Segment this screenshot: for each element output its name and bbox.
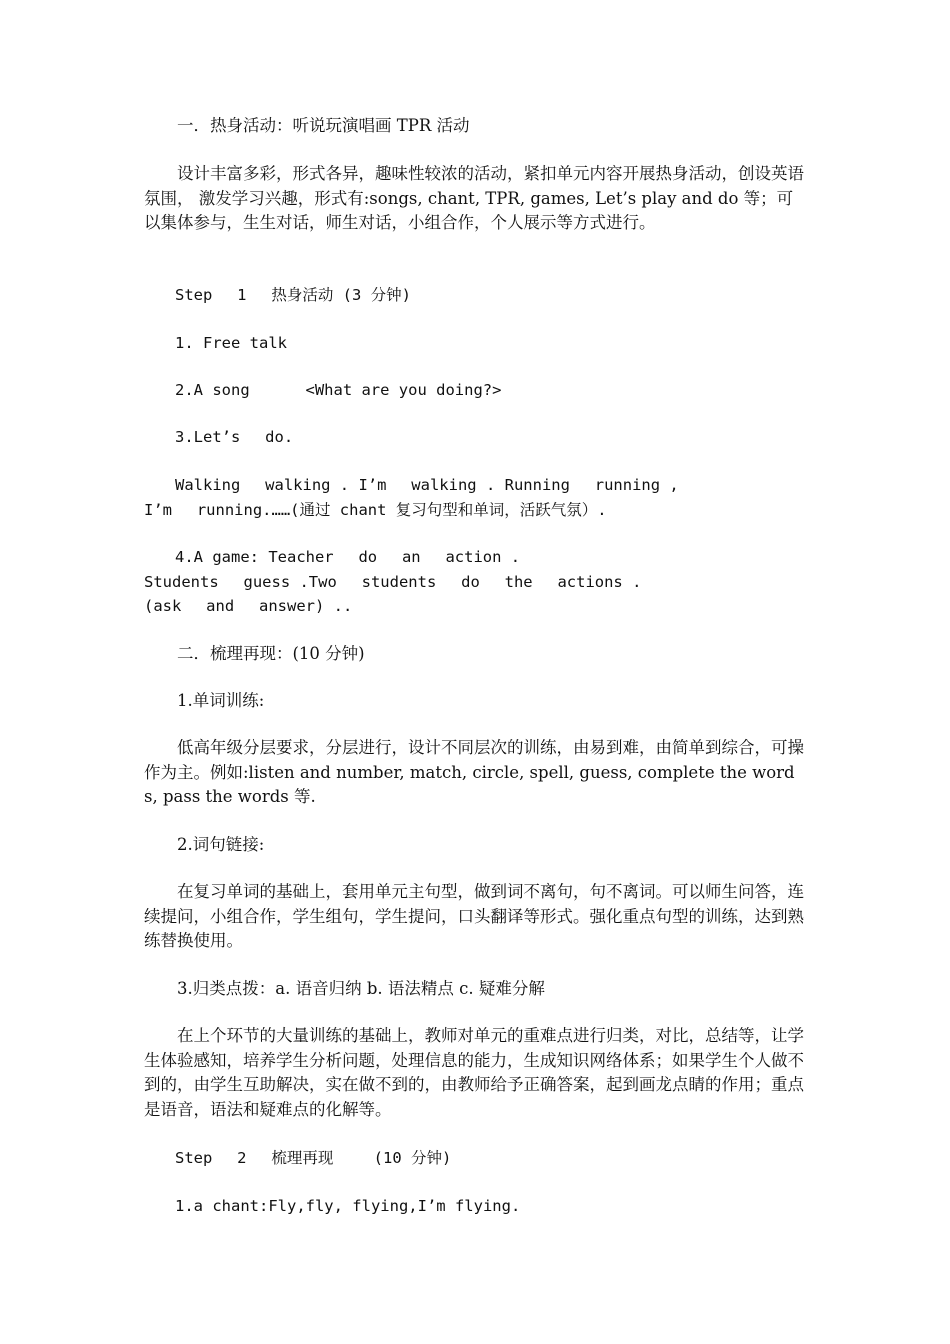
chant-lines: Walking walking . I’m walking . Running running , I’m running.……(通过 chant 复习句型和单词，活跃气氛）. bbox=[144, 476, 679, 519]
list-item-lets-do: 3.Let’s do. bbox=[144, 428, 294, 446]
paragraph-warmup-description: 设计丰富多彩，形式各异，趣味性较浓的活动，紧扣单元内容开展热身活动，创设英语氛围， 激发学习兴趣，形式有:songs, chant, TPR, games, Let’s play and do 等；可以集体参与，生生对话，师生对话，小组合作，个人展示等方式进行。 bbox=[144, 164, 804, 232]
paragraph-word-sentence-link: 在复习单词的基础上，套用单元主句型，做到词不离句，句不离词。可以师生问答，连续提问，小组合作，学生组句，学生提问，口头翻译等形式。强化重点句型的训练，达到熟练替换使用。 bbox=[144, 882, 804, 950]
list-item-game: 4.A game: Teacher do an action . Students guess .Two students do the actions . (ask and answer) .. bbox=[144, 548, 642, 615]
paragraph-classification: 在上个环节的大量训练的基础上，教师对单元的重难点进行归类，对比，总结等，让学生体验感知，培养学生分析问题，处理信息的能力，生成知识网络体系；如果学生个人做不到的，由学生互助解决，实在做不到的，由教师给予正确答案，起到画龙点睛的作用；重点是语音，语法和疑难点的化解等。 bbox=[144, 1026, 804, 1119]
section-heading-warmup: 一．热身活动：听说玩演唱画 TPR 活动 bbox=[144, 116, 470, 135]
section-heading-review: 二．梳理再现：(10 分钟) bbox=[144, 644, 365, 663]
paragraph-word-training: 低高年级分层要求，分层进行，设计不同层次的训练，由易到难，由简单到综合，可操作为主。例如:listen and number, match, circle, spell, guess, complete the words, pass the words 等. bbox=[144, 738, 804, 806]
list-item-free-talk: 1. Free talk bbox=[144, 334, 287, 352]
subheading-word-sentence-link: 2.词句链接: bbox=[144, 835, 265, 854]
subheading-word-training: 1.单词训练: bbox=[144, 691, 265, 710]
step-1-heading: Step 1 热身活动 (3 分钟) bbox=[144, 286, 411, 304]
step-2-heading: Step 2 梳理再现 (10 分钟) bbox=[144, 1149, 452, 1167]
list-item-song: 2.A song <What are you doing?> bbox=[144, 381, 502, 399]
list-item-chant: 1.a chant:Fly,fly, flying,I’m flying. bbox=[144, 1197, 521, 1215]
subheading-classification: 3.归类点拨：a. 语音归纳 b. 语法精点 c. 疑难分解 bbox=[144, 979, 545, 998]
